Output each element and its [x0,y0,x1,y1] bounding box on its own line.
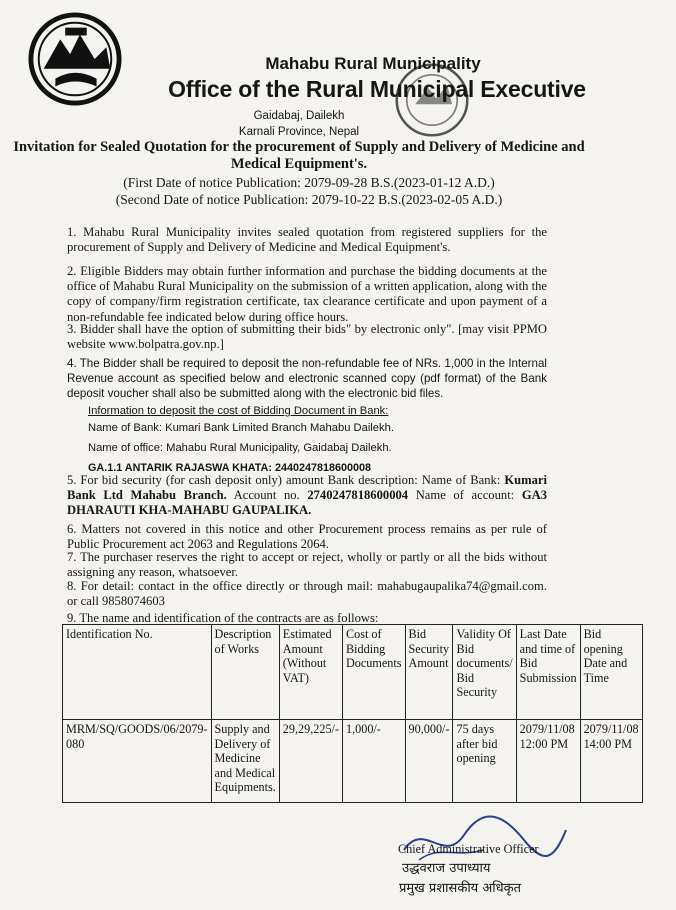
header-description: Description of Works [211,625,279,720]
cell-opening-date: 2079/11/08 14:00 PM [580,720,642,803]
paragraph-7: 7. The purchaser reserves the right to accept or reject, wholly or partly or all the bids without assigning any reason, whatsoever. [67,550,547,580]
office-title: Office of the Rural Municipal Executive [168,76,586,102]
paragraph-5-mid: Account no. [226,488,308,503]
paragraph-2: 2. Eligible Bidders may obtain further information and purchase the bidding documents at the office of Mahabu Rural Municipality on the submission of a written application, along with the copy of company/firm registration certificate, tax clearance certificate and upon payment of a non-refundable fee indicated below during office hours. [67,264,547,324]
address-line-2: Karnali Province, Nepal [238,126,360,138]
bid-security-bank: Kumari Bank Ltd Mahabu Branch. [67,473,547,503]
bid-security-account-name: GA3 DHARAUTI KHA-MAHABU GAUPALIKA. [67,488,548,518]
cell-validity: 75 days after bid opening [453,720,516,803]
paragraph-5 [67,473,547,519]
header-identification: Identification No. [63,625,212,720]
table-row [63,720,643,803]
bank-info-office: Name of office: Mahabu Rural Municipality, Gaidabaj Dailekh. [88,442,392,454]
header-opening-date: Bid opening Date and Time [580,625,642,720]
paragraph-3: 3. Bidder shall have the option of submitting their bids" by electronic only". [may visit PPMO website www.bolpatra.gov.np.] [67,322,547,352]
revenue-account-number: GA.1.1 ANTARIK RAJASWA KHATA: 2440247818600008 [88,462,372,474]
cell-estimated-amount: 29,29,225/- [279,720,342,803]
cell-last-date: 2079/11/08 12:00 PM [516,720,580,803]
notice-title: Invitation for Sealed Quotation for the procurement of Supply and Delivery of Medicine and Medical Equipment's. [13,139,585,172]
paragraph-9: 9. The name and identification of the contracts are as follows: [67,611,379,625]
cell-identification: MRM/SQ/GOODS/06/2079-080 [63,720,212,803]
header-document-cost: Cost of Bidding Documents [343,625,406,720]
cell-bid-security: 90,000/- [405,720,453,803]
municipality-name: Mahabu Rural Municipality [265,54,481,73]
first-publication-date: (First Date of notice Publication: 2079-09-28 B.S.(2023-01-12 A.D.) [123,175,495,190]
bid-security-account-number: 2740247818600004 [307,488,409,503]
signatory-title-nepali: प्रमुख प्रशासकीय अधिकृत [399,881,522,896]
header-last-date: Last Date and time of Bid Submission [516,625,580,720]
header-validity: Validity Of Bid documents/ Bid Security [453,625,516,720]
bank-info-name: Name of Bank: Kumari Bank Limited Branch Mahabu Dailekh. [88,422,394,434]
signatory-title-english: Chief Administrative Officer [398,842,539,856]
second-publication-date: (Second Date of notice Publication: 2079-10-22 B.S.(2023-02-05 A.D.) [115,192,503,207]
paragraph-8: 8. For detail: contact in the office directly or through mail: mahabugaupalika74@gmail.com. or call 9858074603 [67,579,547,609]
signatory-name-nepali: उद्धवराज उपाध्याय [402,861,491,876]
paragraph-5-prefix: 5. For bid security (for cash deposit only) amount Bank description: Name of Bank: [67,473,505,487]
header-bid-security: Bid Security Amount [405,625,453,720]
contracts-table [62,624,643,803]
cell-description: Supply and Delivery of Medicine and Medical Equipments. [211,720,279,803]
address-line-1: Gaidabaj, Dailekh [253,110,345,122]
cell-document-cost: 1,000/- [343,720,406,803]
header-estimated-amount: Estimated Amount (Without VAT) [279,625,342,720]
paragraph-4: 4. The Bidder shall be required to deposit the non-refundable fee of NRs. 1,000 in the Internal Revenue account as specified below and electronic scanned copy (pdf format) of the Bank deposit voucher shall also be submitted along with the electronic bid files. [67,357,547,401]
paragraph-1: 1. Mahabu Rural Municipality invites sealed quotation from registered suppliers for the procurement of Supply and Delivery of Medicine and Medical Equipment's. [67,225,547,255]
paragraph-6: 6. Matters not covered in this notice and other Procurement process remains as per rule of Public Procurement act 2063 and Regulations 2064. [67,522,547,552]
bank-info-heading: Information to deposit the cost of Bidding Document in Bank: [88,405,389,417]
table-header-row [63,625,643,720]
paragraph-5-mid2: Name of account: [408,488,522,503]
